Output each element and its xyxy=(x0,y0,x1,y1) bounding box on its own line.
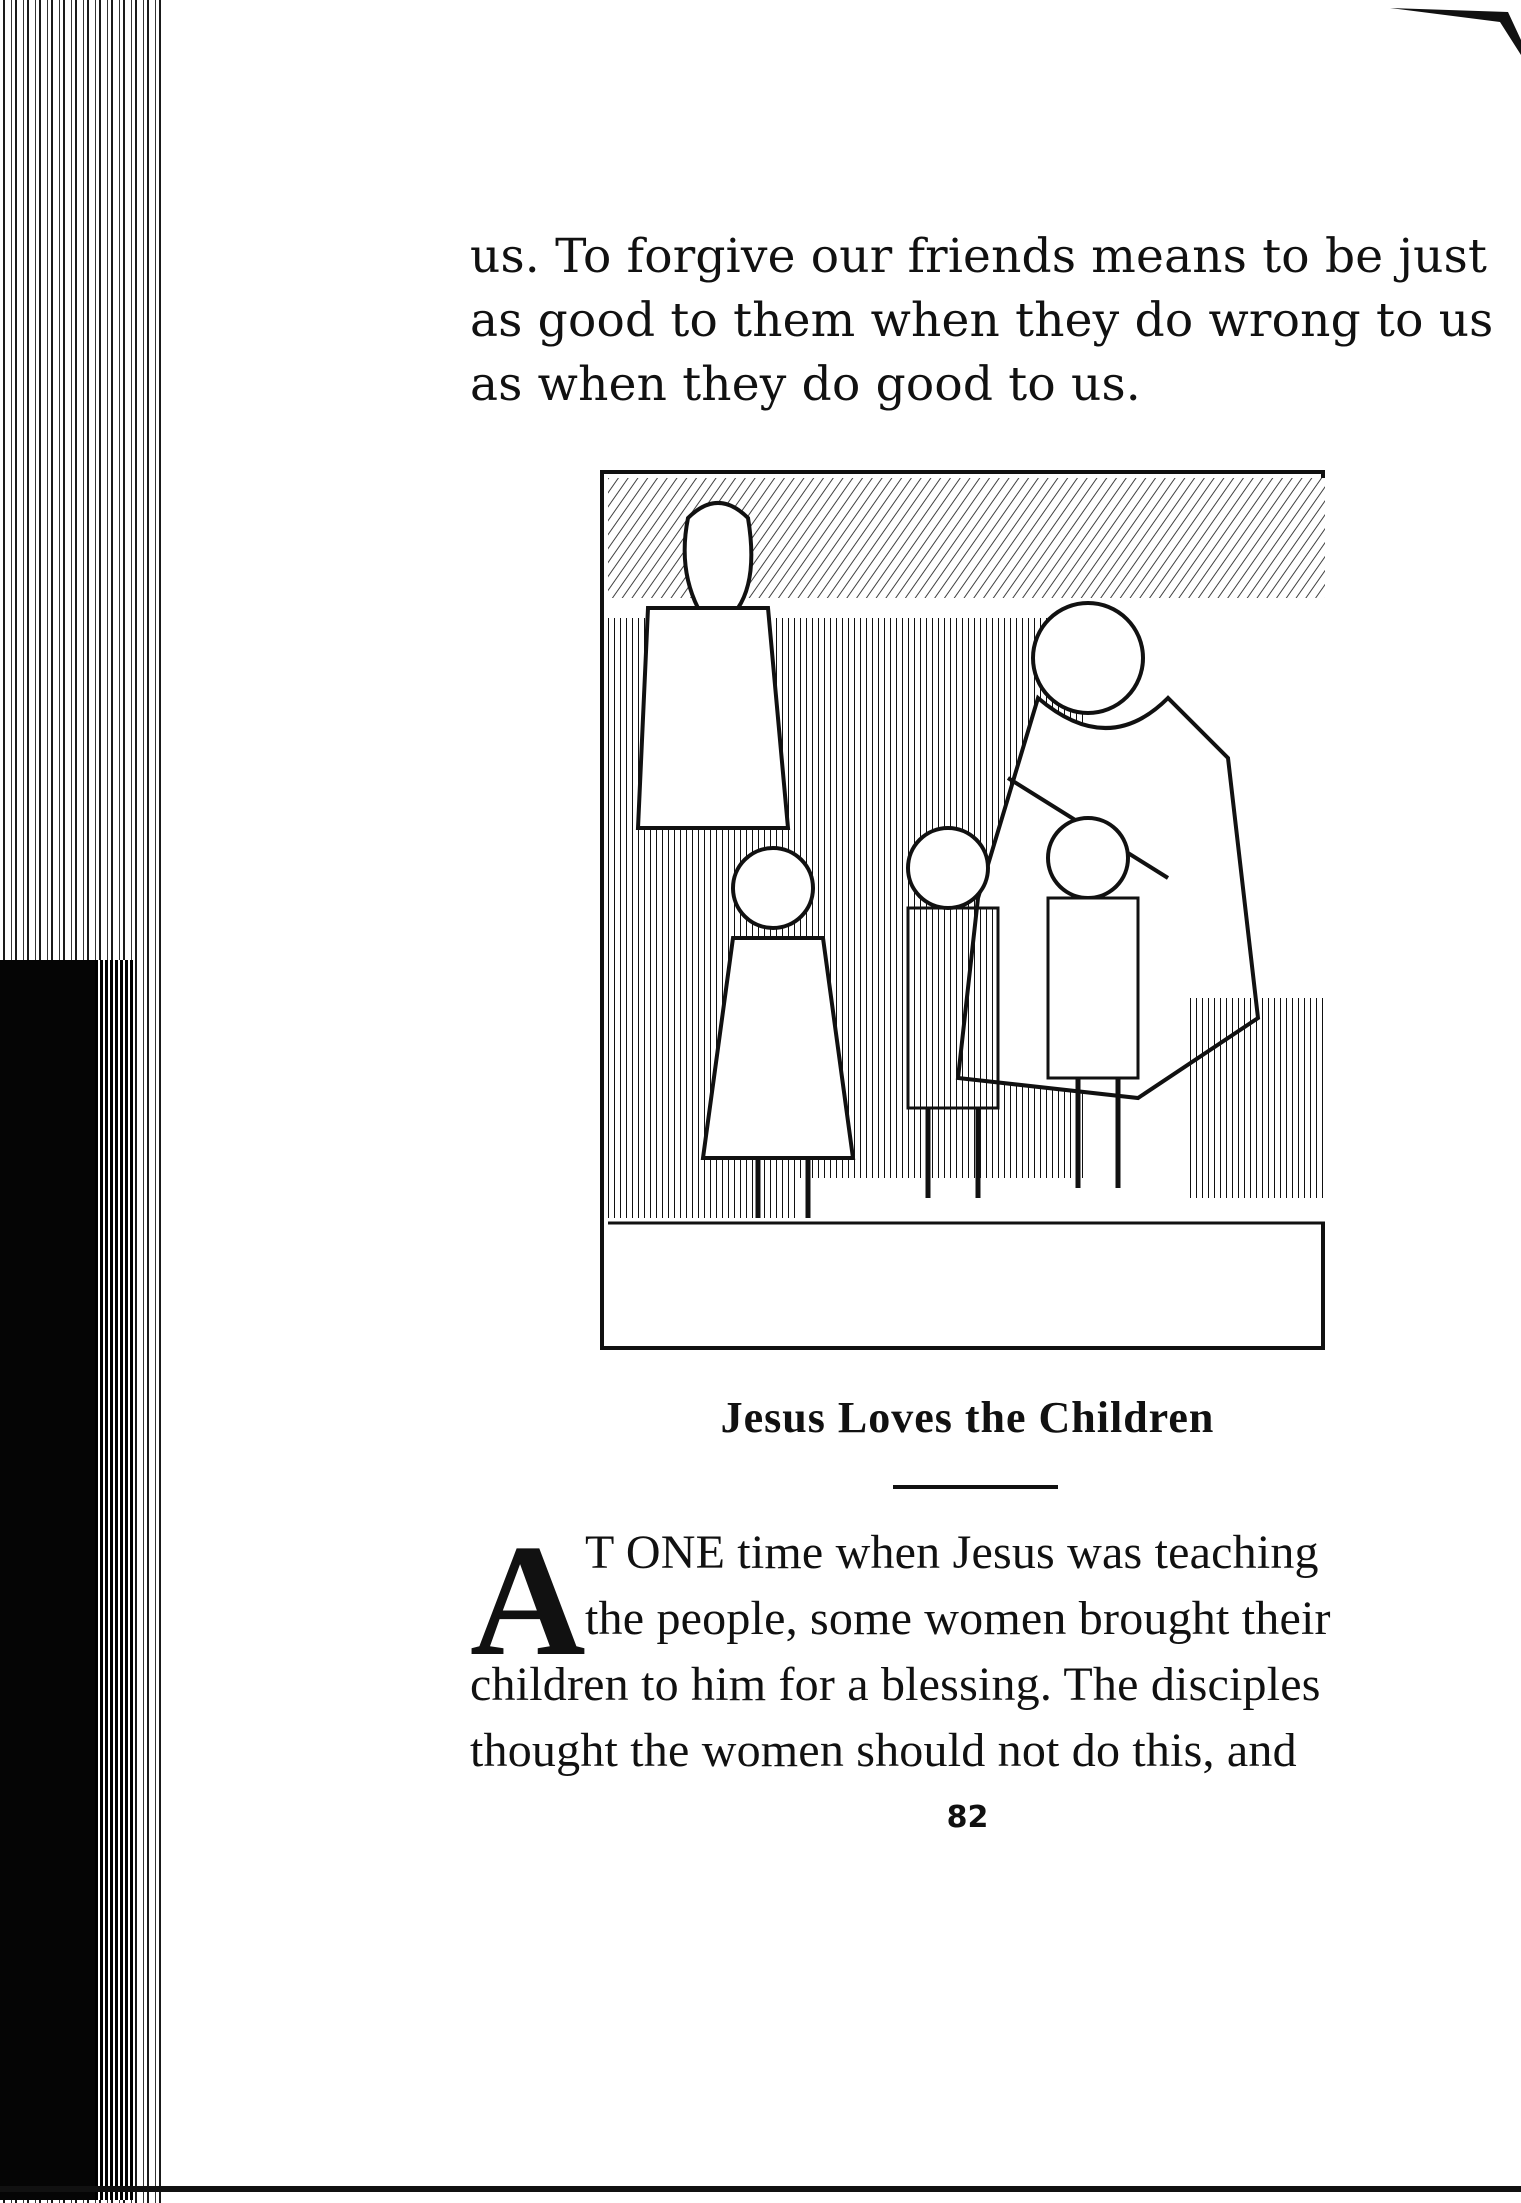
drop-cap: A xyxy=(470,1511,586,1689)
page-corner-mark xyxy=(1390,0,1521,60)
text-line: as when they do good to us. xyxy=(470,357,1141,412)
text-line: us. To forgive our friends means to be just xyxy=(470,229,1488,284)
text-line: children to him for a blessing. The disciples xyxy=(470,1658,1321,1711)
binding-lines xyxy=(95,960,135,2200)
text-line: thought the women should not do this, and xyxy=(470,1724,1297,1777)
book-binding-gutter xyxy=(0,0,165,2203)
jesus-with-children-illustration xyxy=(608,478,1325,1350)
binding-shadow xyxy=(0,960,95,2200)
page-bottom-edge xyxy=(0,2186,1521,2192)
section-divider xyxy=(893,1485,1058,1489)
opening-paragraph xyxy=(470,225,1494,417)
text-line: the people, some women brought their xyxy=(585,1592,1331,1645)
illustration-frame xyxy=(600,470,1325,1350)
text-line: T ONE time when Jesus was teaching xyxy=(585,1526,1319,1579)
text-line: as good to them when they do wrong to us xyxy=(470,293,1494,348)
story-paragraph xyxy=(470,1511,1465,1784)
illustration-caption: Jesus Loves the Children xyxy=(720,1393,1215,1442)
page-number: 82 xyxy=(946,1800,989,1835)
